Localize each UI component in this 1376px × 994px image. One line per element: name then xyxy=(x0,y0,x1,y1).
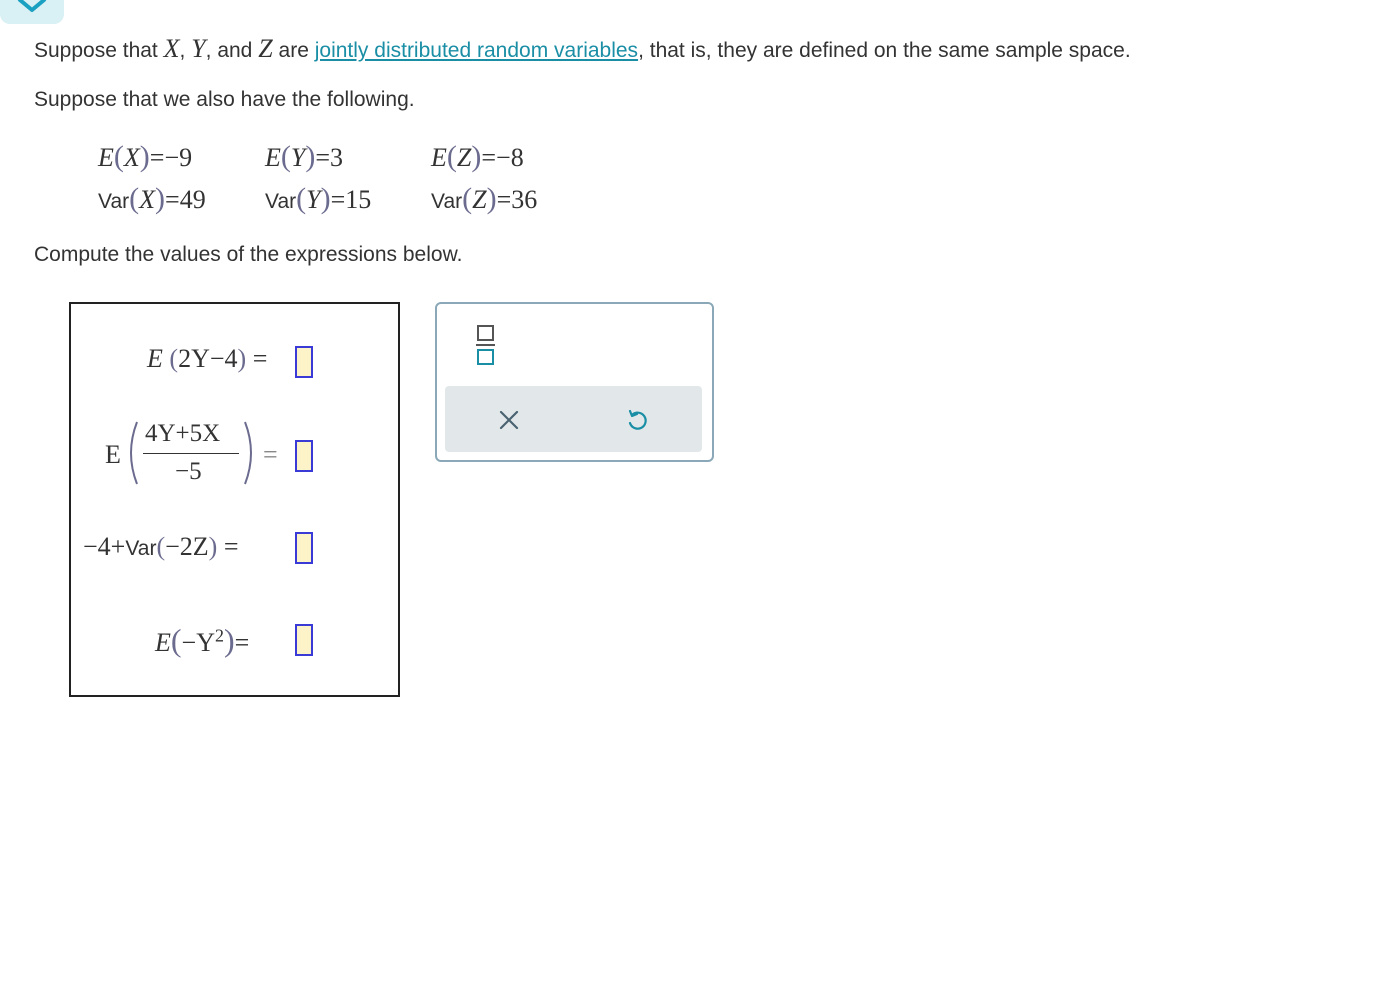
equals-sign: = xyxy=(263,440,278,469)
intro-prefix: Suppose that xyxy=(34,39,158,62)
x-symbol: X xyxy=(139,185,156,214)
tool-actions-bar xyxy=(445,386,702,452)
chevron-down-icon xyxy=(14,0,50,18)
expression-3: −4+Var(−2Z) = xyxy=(83,532,239,561)
answer-input-1[interactable] xyxy=(295,346,313,378)
comma: , xyxy=(179,39,186,62)
expression-4-inner: −Y xyxy=(181,628,215,657)
x-symbol: X xyxy=(123,143,140,172)
var-y-value: 15 xyxy=(345,185,372,214)
also-text: Suppose that we also have the following. xyxy=(34,88,415,111)
equals-sign: = xyxy=(234,628,250,657)
var-label: Var xyxy=(98,190,130,213)
math-tool-panel xyxy=(435,302,714,462)
var-x: X xyxy=(163,34,180,63)
right-paren-icon xyxy=(241,418,261,488)
expression-1-inner: 2Y−4 xyxy=(178,344,238,373)
expression-3-prefix: −4+ xyxy=(83,532,126,561)
and-text: , and xyxy=(205,39,253,62)
y-symbol: Y xyxy=(306,185,321,214)
var-z: Z xyxy=(258,34,273,63)
var-x-value: 49 xyxy=(179,185,206,214)
given-var-z: Var(Z)=36 xyxy=(431,182,538,215)
intro-text xyxy=(34,34,1131,64)
given-e-z: E(Z)=−8 xyxy=(431,140,524,173)
e-y-value: 3 xyxy=(330,143,344,172)
e-label: E xyxy=(431,143,447,172)
equals-sign: = xyxy=(252,344,268,373)
z-symbol: Z xyxy=(456,143,472,172)
given-e-x: E(X)=−9 xyxy=(98,140,193,173)
var-y: Y xyxy=(191,34,206,63)
collapse-toggle[interactable] xyxy=(0,0,64,24)
e-x-value: −9 xyxy=(164,143,193,172)
intro-suffix: , that is, they are defined on the same sample space. xyxy=(638,39,1131,62)
var-z-value: 36 xyxy=(511,185,538,214)
undo-icon[interactable] xyxy=(626,408,648,432)
answer-box xyxy=(69,302,400,697)
fraction-bar xyxy=(143,453,239,454)
exponent: 2 xyxy=(215,625,224,646)
answer-input-3[interactable] xyxy=(295,532,313,564)
answer-input-2[interactable] xyxy=(295,440,313,472)
expression-2-numerator: 4Y+5X xyxy=(145,420,221,447)
compute-text: Compute the values of the expressions below. xyxy=(34,243,463,266)
var-label: Var xyxy=(431,190,463,213)
given-var-y: Var(Y)=15 xyxy=(265,182,372,215)
equals-sign: = xyxy=(223,532,239,561)
e-z-value: −8 xyxy=(496,143,524,172)
expression-2-denominator: −5 xyxy=(175,458,202,485)
e-label: E xyxy=(265,143,281,172)
z-symbol: Z xyxy=(472,185,487,214)
var-label: Var xyxy=(265,190,297,213)
e-func: E xyxy=(147,344,163,373)
are-text: are xyxy=(278,39,309,62)
y-symbol: Y xyxy=(290,143,306,172)
fraction-icon[interactable] xyxy=(475,324,497,366)
expression-4: $E(-Y^2)=$ xyxy=(155,622,250,658)
e-label: E xyxy=(98,143,114,172)
given-e-y: E(Y)=3 xyxy=(265,140,344,173)
var-func: Var xyxy=(125,537,157,560)
expression-3-inner: −2Z xyxy=(165,532,209,561)
e-func: E xyxy=(155,628,171,657)
expression-2-func: E xyxy=(105,440,121,469)
x-icon[interactable] xyxy=(499,410,519,430)
expression-1: E (2Y−4) = xyxy=(147,344,268,373)
given-var-x: Var(X)=49 xyxy=(98,182,206,215)
jointly-distributed-link[interactable]: jointly distributed random variables xyxy=(314,39,639,62)
left-paren-icon xyxy=(121,418,141,488)
answer-input-4[interactable] xyxy=(295,624,313,656)
